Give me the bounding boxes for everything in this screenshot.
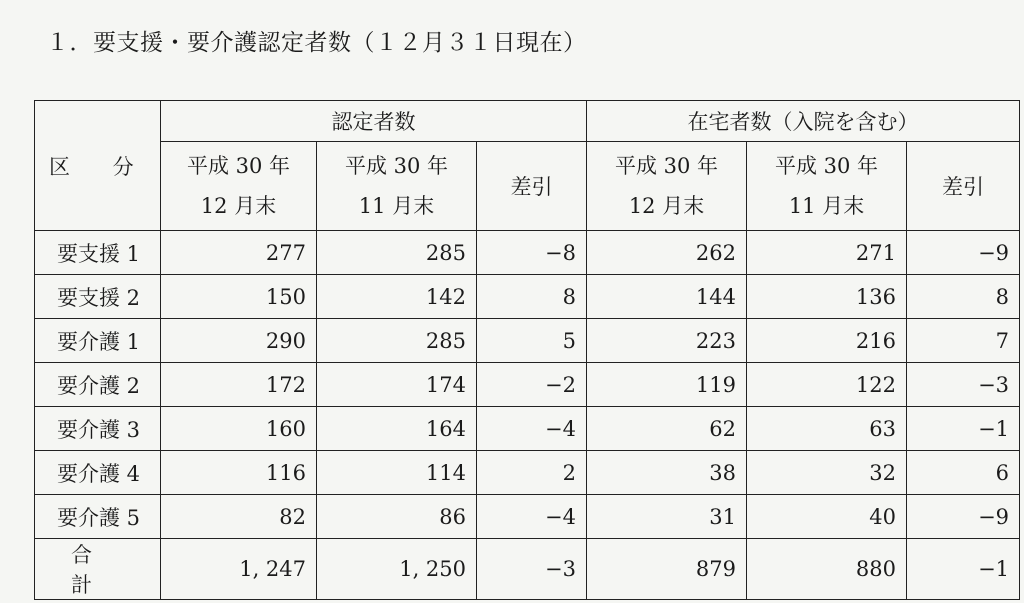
certified-dec-header xyxy=(161,142,317,231)
table-cell: 144 xyxy=(587,275,747,319)
month-end-label: 11 月末 xyxy=(358,194,435,218)
row-label: 要介護 1 xyxy=(35,319,161,363)
table-cell: 62 xyxy=(587,407,747,451)
total-row xyxy=(35,539,1020,600)
table-cell: 290 xyxy=(161,319,317,363)
table-cell: 172 xyxy=(161,363,317,407)
table-cell: −1 xyxy=(907,407,1020,451)
table-cell: 136 xyxy=(747,275,907,319)
era-year-label: 平成 30 年 xyxy=(614,154,719,178)
total-label: 合 計 xyxy=(35,539,161,600)
month-end-label: 12 月末 xyxy=(200,194,277,218)
table-cell: 285 xyxy=(317,319,477,363)
table-cell: 122 xyxy=(747,363,907,407)
row-label: 要介護 4 xyxy=(35,451,161,495)
table-cell: 160 xyxy=(161,407,317,451)
page-title: １．要支援・要介護認定者数（１２月３１日現在） xyxy=(46,30,587,56)
table-cell: 119 xyxy=(587,363,747,407)
table-cell: −1 xyxy=(907,539,1020,600)
table-cell: −8 xyxy=(477,231,587,275)
table-cell: 31 xyxy=(587,495,747,539)
table-row xyxy=(35,451,1020,495)
table-cell: 142 xyxy=(317,275,477,319)
table-cell: −9 xyxy=(907,495,1020,539)
table-cell: 879 xyxy=(587,539,747,600)
table-cell: −9 xyxy=(907,231,1020,275)
month-end-label: 11 月末 xyxy=(788,194,865,218)
column-header-row xyxy=(35,142,1020,231)
table-row xyxy=(35,407,1020,451)
category-header: 区 分 xyxy=(35,101,161,231)
table-cell: 116 xyxy=(161,451,317,495)
certification-table xyxy=(34,100,1020,600)
table-cell: 285 xyxy=(317,231,477,275)
table-cell: 271 xyxy=(747,231,907,275)
certified-nov-header xyxy=(317,142,477,231)
home-dec-header xyxy=(587,142,747,231)
table-cell: −3 xyxy=(477,539,587,600)
table-row xyxy=(35,319,1020,363)
table-cell: 216 xyxy=(747,319,907,363)
table-cell: 174 xyxy=(317,363,477,407)
table-cell: 150 xyxy=(161,275,317,319)
table-row xyxy=(35,231,1020,275)
table-cell: −3 xyxy=(907,363,1020,407)
month-end-label: 12 月末 xyxy=(628,194,705,218)
table-cell: 1, 247 xyxy=(161,539,317,600)
era-year-label: 平成 30 年 xyxy=(344,154,449,178)
table-cell: −4 xyxy=(477,495,587,539)
era-year-label: 平成 30 年 xyxy=(186,154,291,178)
table-cell: 6 xyxy=(907,451,1020,495)
group-header-row xyxy=(35,101,1020,142)
table-cell: 880 xyxy=(747,539,907,600)
table-row xyxy=(35,495,1020,539)
table-cell: 7 xyxy=(907,319,1020,363)
row-label: 要支援 1 xyxy=(35,231,161,275)
table-cell: 5 xyxy=(477,319,587,363)
row-label: 要支援 2 xyxy=(35,275,161,319)
table-cell: 223 xyxy=(587,319,747,363)
table-cell: 32 xyxy=(747,451,907,495)
table-cell: 114 xyxy=(317,451,477,495)
certified-group-header: 認定者数 xyxy=(161,101,587,142)
home-nov-header xyxy=(747,142,907,231)
row-label: 要介護 2 xyxy=(35,363,161,407)
table-cell: 8 xyxy=(907,275,1020,319)
table-cell: −4 xyxy=(477,407,587,451)
table-row xyxy=(35,363,1020,407)
table-cell: 82 xyxy=(161,495,317,539)
table-cell: 277 xyxy=(161,231,317,275)
row-label: 要介護 5 xyxy=(35,495,161,539)
table-cell: 262 xyxy=(587,231,747,275)
home-diff-header: 差引 xyxy=(907,142,1020,231)
table-cell: 1, 250 xyxy=(317,539,477,600)
table-cell: 2 xyxy=(477,451,587,495)
table-cell: 8 xyxy=(477,275,587,319)
table-cell: 86 xyxy=(317,495,477,539)
table-cell: 40 xyxy=(747,495,907,539)
certified-diff-header: 差引 xyxy=(477,142,587,231)
row-label: 要介護 3 xyxy=(35,407,161,451)
table-cell: 63 xyxy=(747,407,907,451)
table-row xyxy=(35,275,1020,319)
table-cell: 164 xyxy=(317,407,477,451)
era-year-label: 平成 30 年 xyxy=(774,154,879,178)
table-cell: −2 xyxy=(477,363,587,407)
table-cell: 38 xyxy=(587,451,747,495)
home-group-header: 在宅者数（入院を含む） xyxy=(587,101,1020,142)
